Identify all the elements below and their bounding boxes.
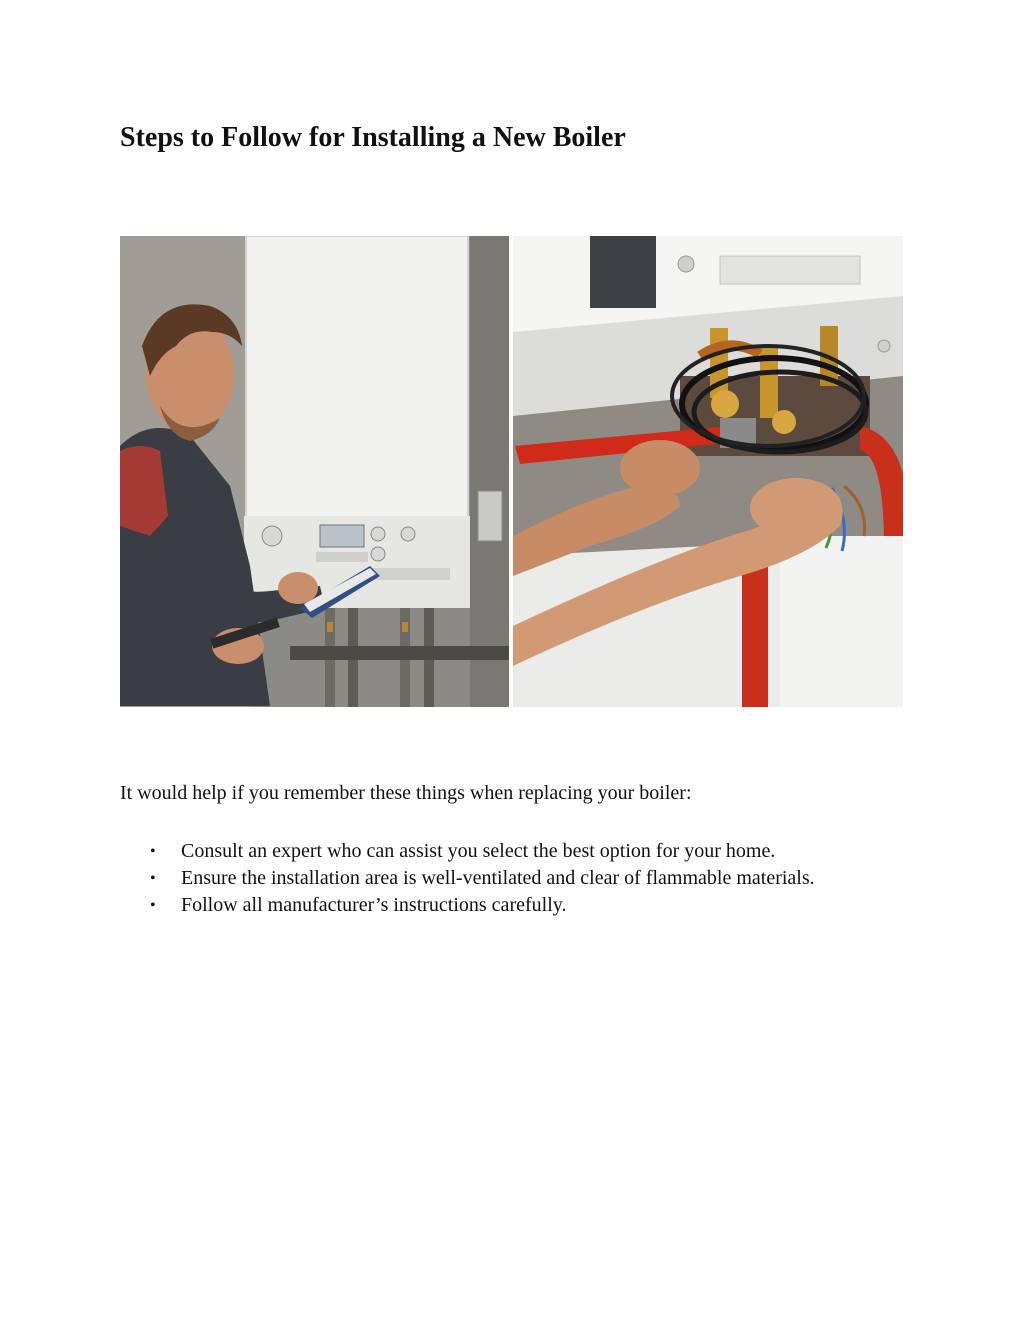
intro-text: It would help if you remember these things when replacing your boiler: [120,782,692,804]
list-item: • Ensure the installation area is well-ventilated and clear of flammable materials. [120,865,910,892]
boiler-photo-illustration [120,236,903,707]
boiler-installation-photo [120,236,903,707]
technician-inspecting-boiler-icon [120,236,509,707]
page-title: Steps to Follow for Installing a New Boiler [120,122,626,153]
list-item: • Follow all manufacturer’s instructions carefully. [120,892,910,919]
list-item: • Consult an expert who can assist you select the best option for your home. [120,838,910,865]
tips-list [120,838,910,919]
hands-wrench-on-boiler-pipes-icon [513,236,903,707]
